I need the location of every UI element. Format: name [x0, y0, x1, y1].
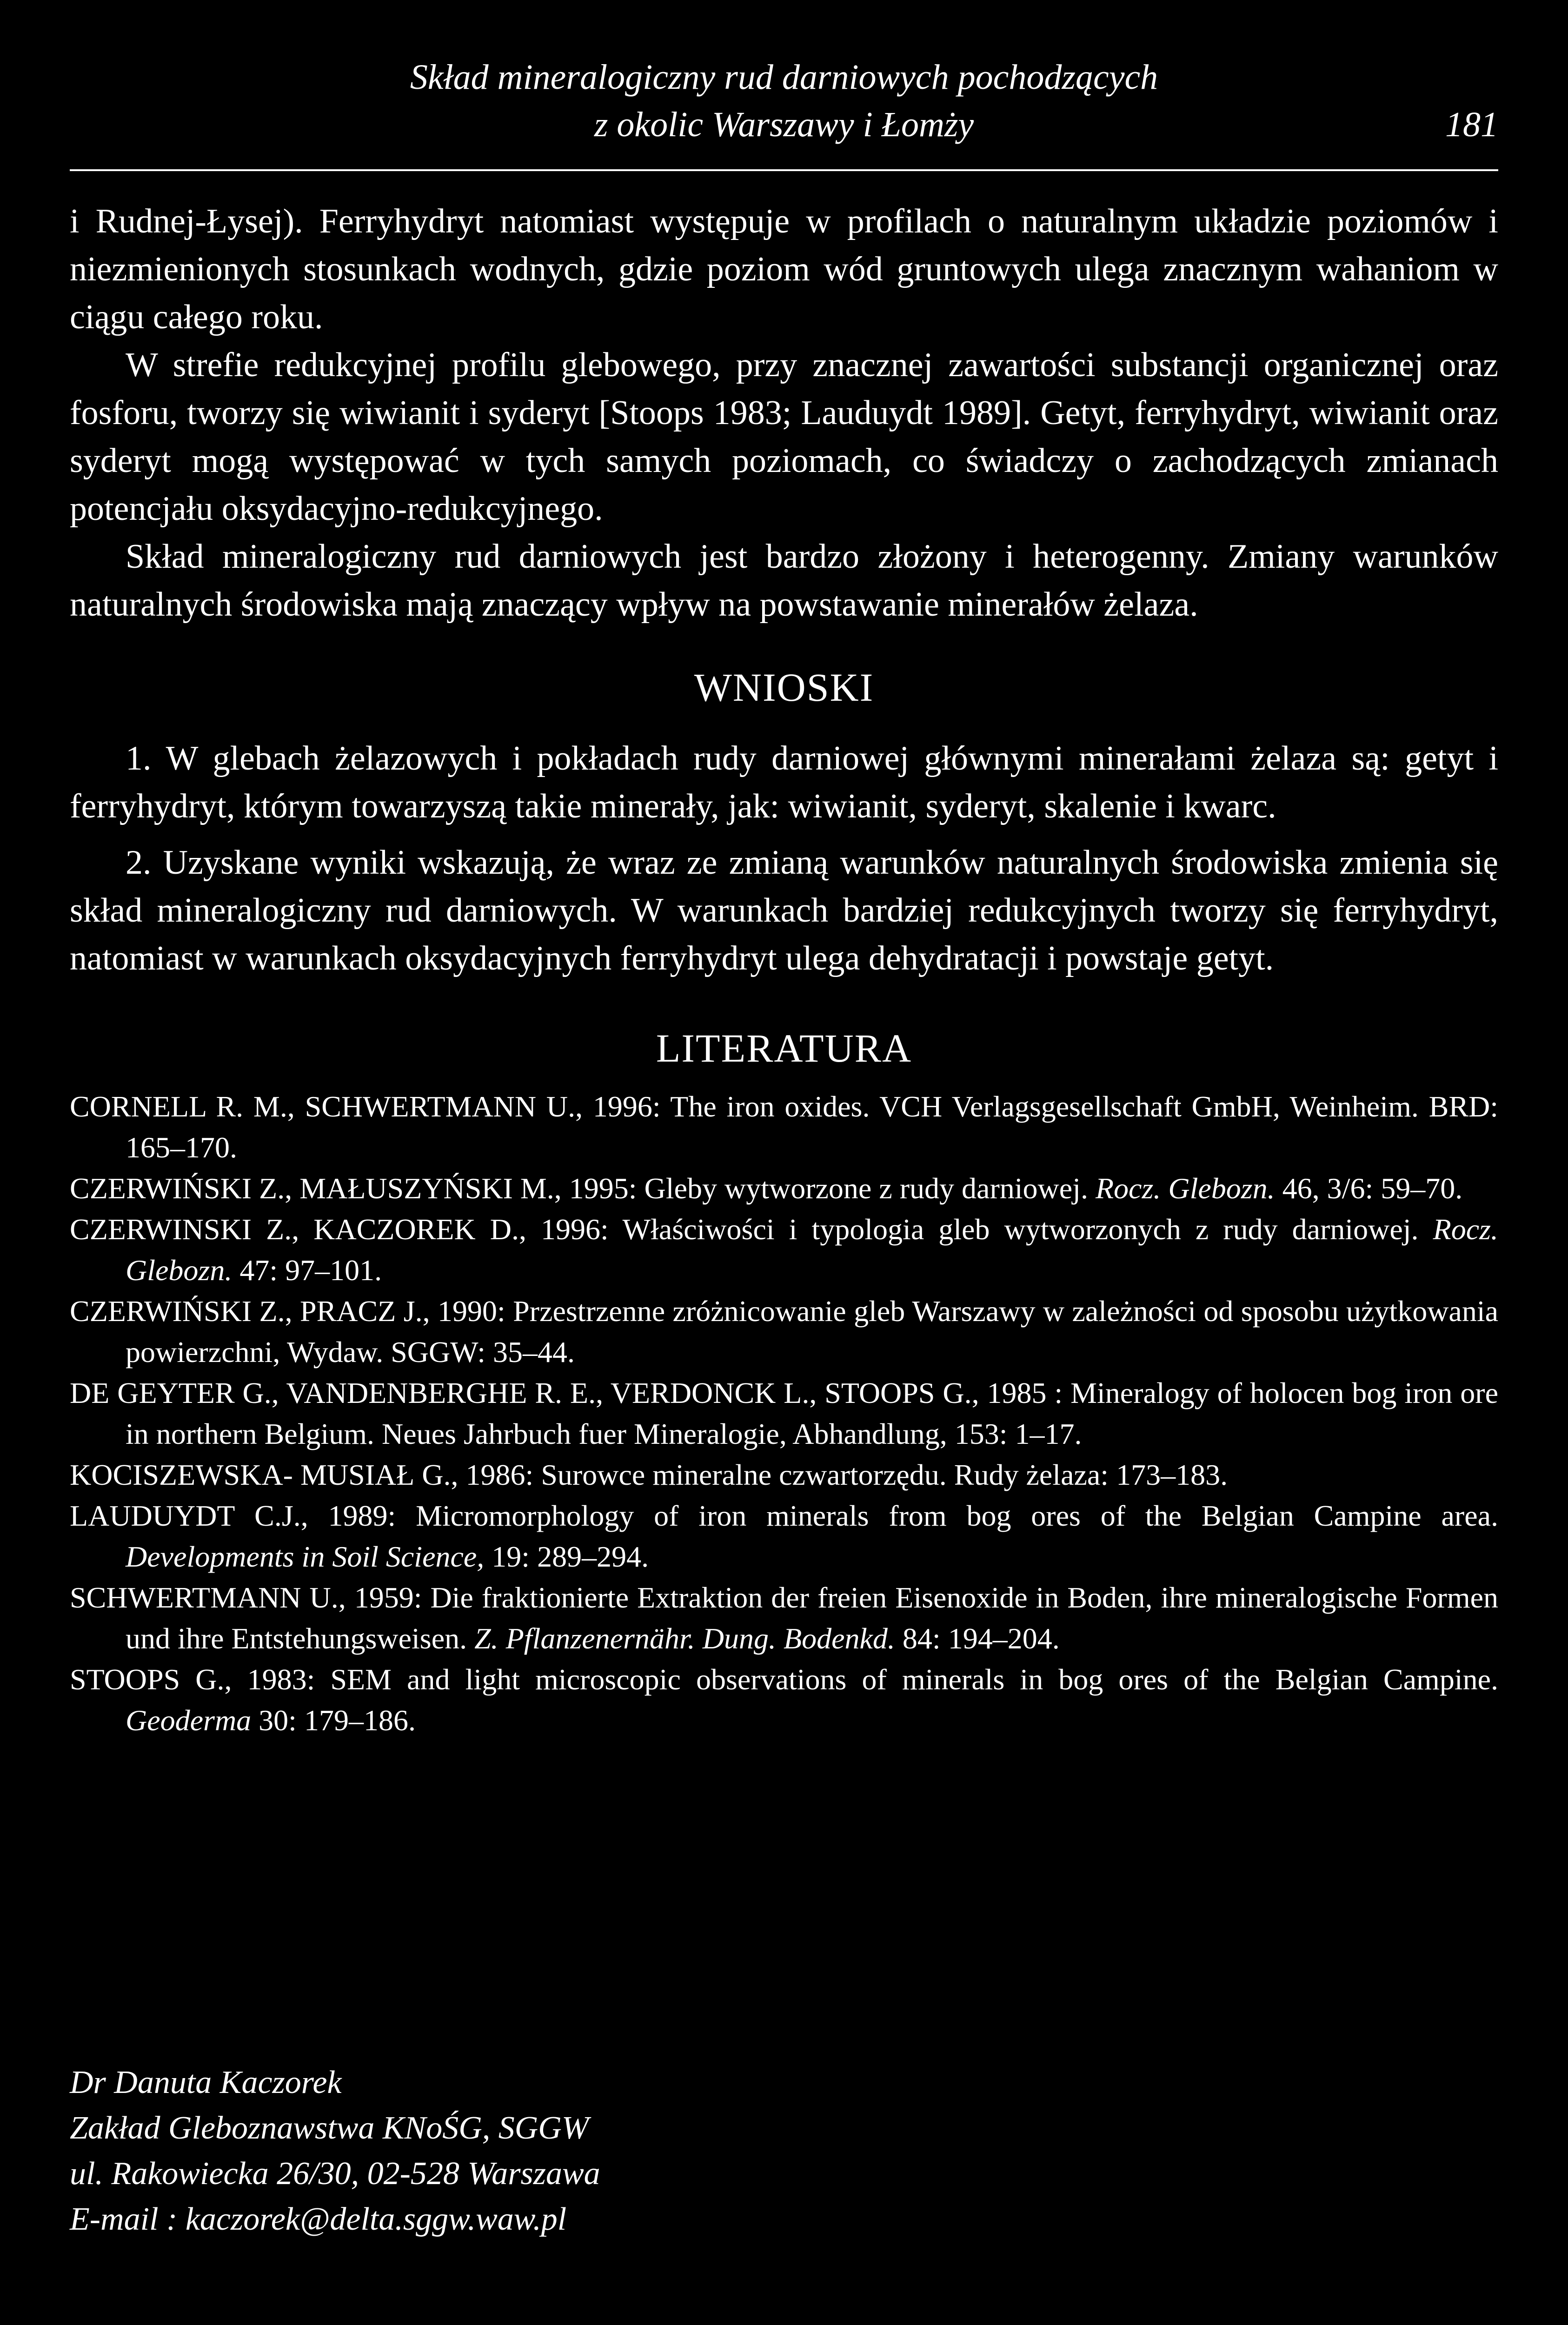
reference-item: CZERWINSKI Z., KACZOREK D., 1996: Właściwości i typologia gleb wytworzonych z rudy darniowej. Rocz. Glebozn. 47: 97–101.: [70, 1213, 1498, 1287]
header-rule: [70, 169, 1498, 171]
author-name: Dr Danuta Kaczorek: [70, 2065, 342, 2100]
paragraph: W strefie redukcyjnej profilu glebowego, przy znacznej zawartości substancji organicznej oraz fosforu, tworzy się wiwianit i syderyt [Stoops 1983; Lauduydt 1989]. Getyt, ferryhydryt, wiwianit oraz syderyt mogą występować w tych samych poziomach, co świadczy o zachodzących zmianach potencjału oksydacyjno-redukcyjnego.: [70, 346, 1498, 528]
reference-item: DE GEYTER G., VANDENBERGHE R. E., VERDONCK L., STOOPS G., 1985 : Mineralogy of holocen bog iron ore in northern Belgium. Neues Jahrbuch fuer Mineralogie, Abhandlung, 153: 1–17.: [70, 1376, 1498, 1450]
paragraph: i Rudnej-Łysej). Ferryhydryt natomiast występuje w profilach o naturalnym układzie poziomów i niezmienionych stosunkach wodnych, gdzie poziom wód gruntowych ulega znacznym wahaniom w ciągu całego roku.: [70, 202, 1498, 336]
running-head-title-line2: z okolic Warszawy i Łomży: [594, 105, 974, 144]
author-block: [70, 2060, 1498, 2242]
running-head: [70, 53, 1498, 148]
references-list: [70, 1086, 1498, 1741]
references-heading: LITERATURA: [656, 1026, 912, 1070]
reference-item: KOCISZEWSKA- MUSIAŁ G., 1986: Surowce mineralne czwartorzędu. Rudy żelaza: 173–183.: [70, 1458, 1228, 1491]
conclusion-item: 1. W glebach żelazowych i pokładach rudy darniowej głównymi minerałami żelaza są: getyt i ferryhydryt, którym towarzyszą takie minerały, jak: wiwianit, syderyt, skalenie i kwarc.: [70, 739, 1498, 825]
conclusions-heading: WNIOSKI: [694, 665, 874, 710]
author-email: E-mail : kaczorek@delta.sggw.waw.pl: [70, 2201, 567, 2237]
paragraph: Skład mineralogiczny rud darniowych jest bardzo złożony i heterogenny. Zmiany warunków naturalnych środowiska mają znaczący wpływ na powstawanie minerałów żelaza.: [70, 538, 1498, 624]
reference-item: STOOPS G., 1983: SEM and light microscopic observations of minerals in bog ores of the Belgian Campine. Geoderma 30: 179–186.: [70, 1663, 1498, 1737]
running-head-title-line1: Skład mineralogiczny rud darniowych pochodzących: [410, 58, 1158, 97]
article-body: [70, 198, 1498, 1741]
reference-item: LAUDUYDT C.J., 1989: Micromorphology of iron minerals from bog ores of the Belgian Campine area. Developments in Soil Science, 19: 289–294.: [70, 1499, 1498, 1573]
author-address: ul. Rakowiecka 26/30, 02-528 Warszawa: [70, 2156, 600, 2192]
reference-item: CORNELL R. M., SCHWERTMANN U., 1996: The iron oxides. VCH Verlagsgesellschaft GmbH, Weinheim. BRD: 165–170.: [70, 1090, 1498, 1164]
reference-item: SCHWERTMANN U., 1959: Die fraktionierte Extraktion der freien Eisenoxide in Boden, ihre mineralogische Formen und ihre Entstehungsweisen. Z. Pflanzenernähr. Dung. Bodenkd. 84: 194–204.: [70, 1581, 1498, 1655]
conclusion-item: 2. Uzyskane wyniki wskazują, że wraz ze zmianą warunków naturalnych środowiska zmienia się skład mineralogiczny rud darniowych. W warunkach bardziej redukcyjnych tworzy się ferryhydryt, natomiast w warunkach oksydacyjnych ferryhydryt ulega dehydratacji i powstaje getyt.: [70, 844, 1498, 977]
reference-item: CZERWIŃSKI Z., MAŁUSZYŃSKI M., 1995: Gleby wytworzone z rudy darniowej. Rocz. Glebozn. 46, 3/6: 59–70.: [70, 1172, 1463, 1205]
page-number: 181: [1445, 105, 1498, 144]
reference-item: CZERWIŃSKI Z., PRACZ J., 1990: Przestrzenne zróżnicowanie gleb Warszawy w zależności od sposobu użytkowania powierzchni, Wydaw. SGGW: 35–44.: [70, 1295, 1498, 1368]
author-department: Zakład Gleboznawstwa KNoŚG, SGGW: [70, 2110, 589, 2146]
